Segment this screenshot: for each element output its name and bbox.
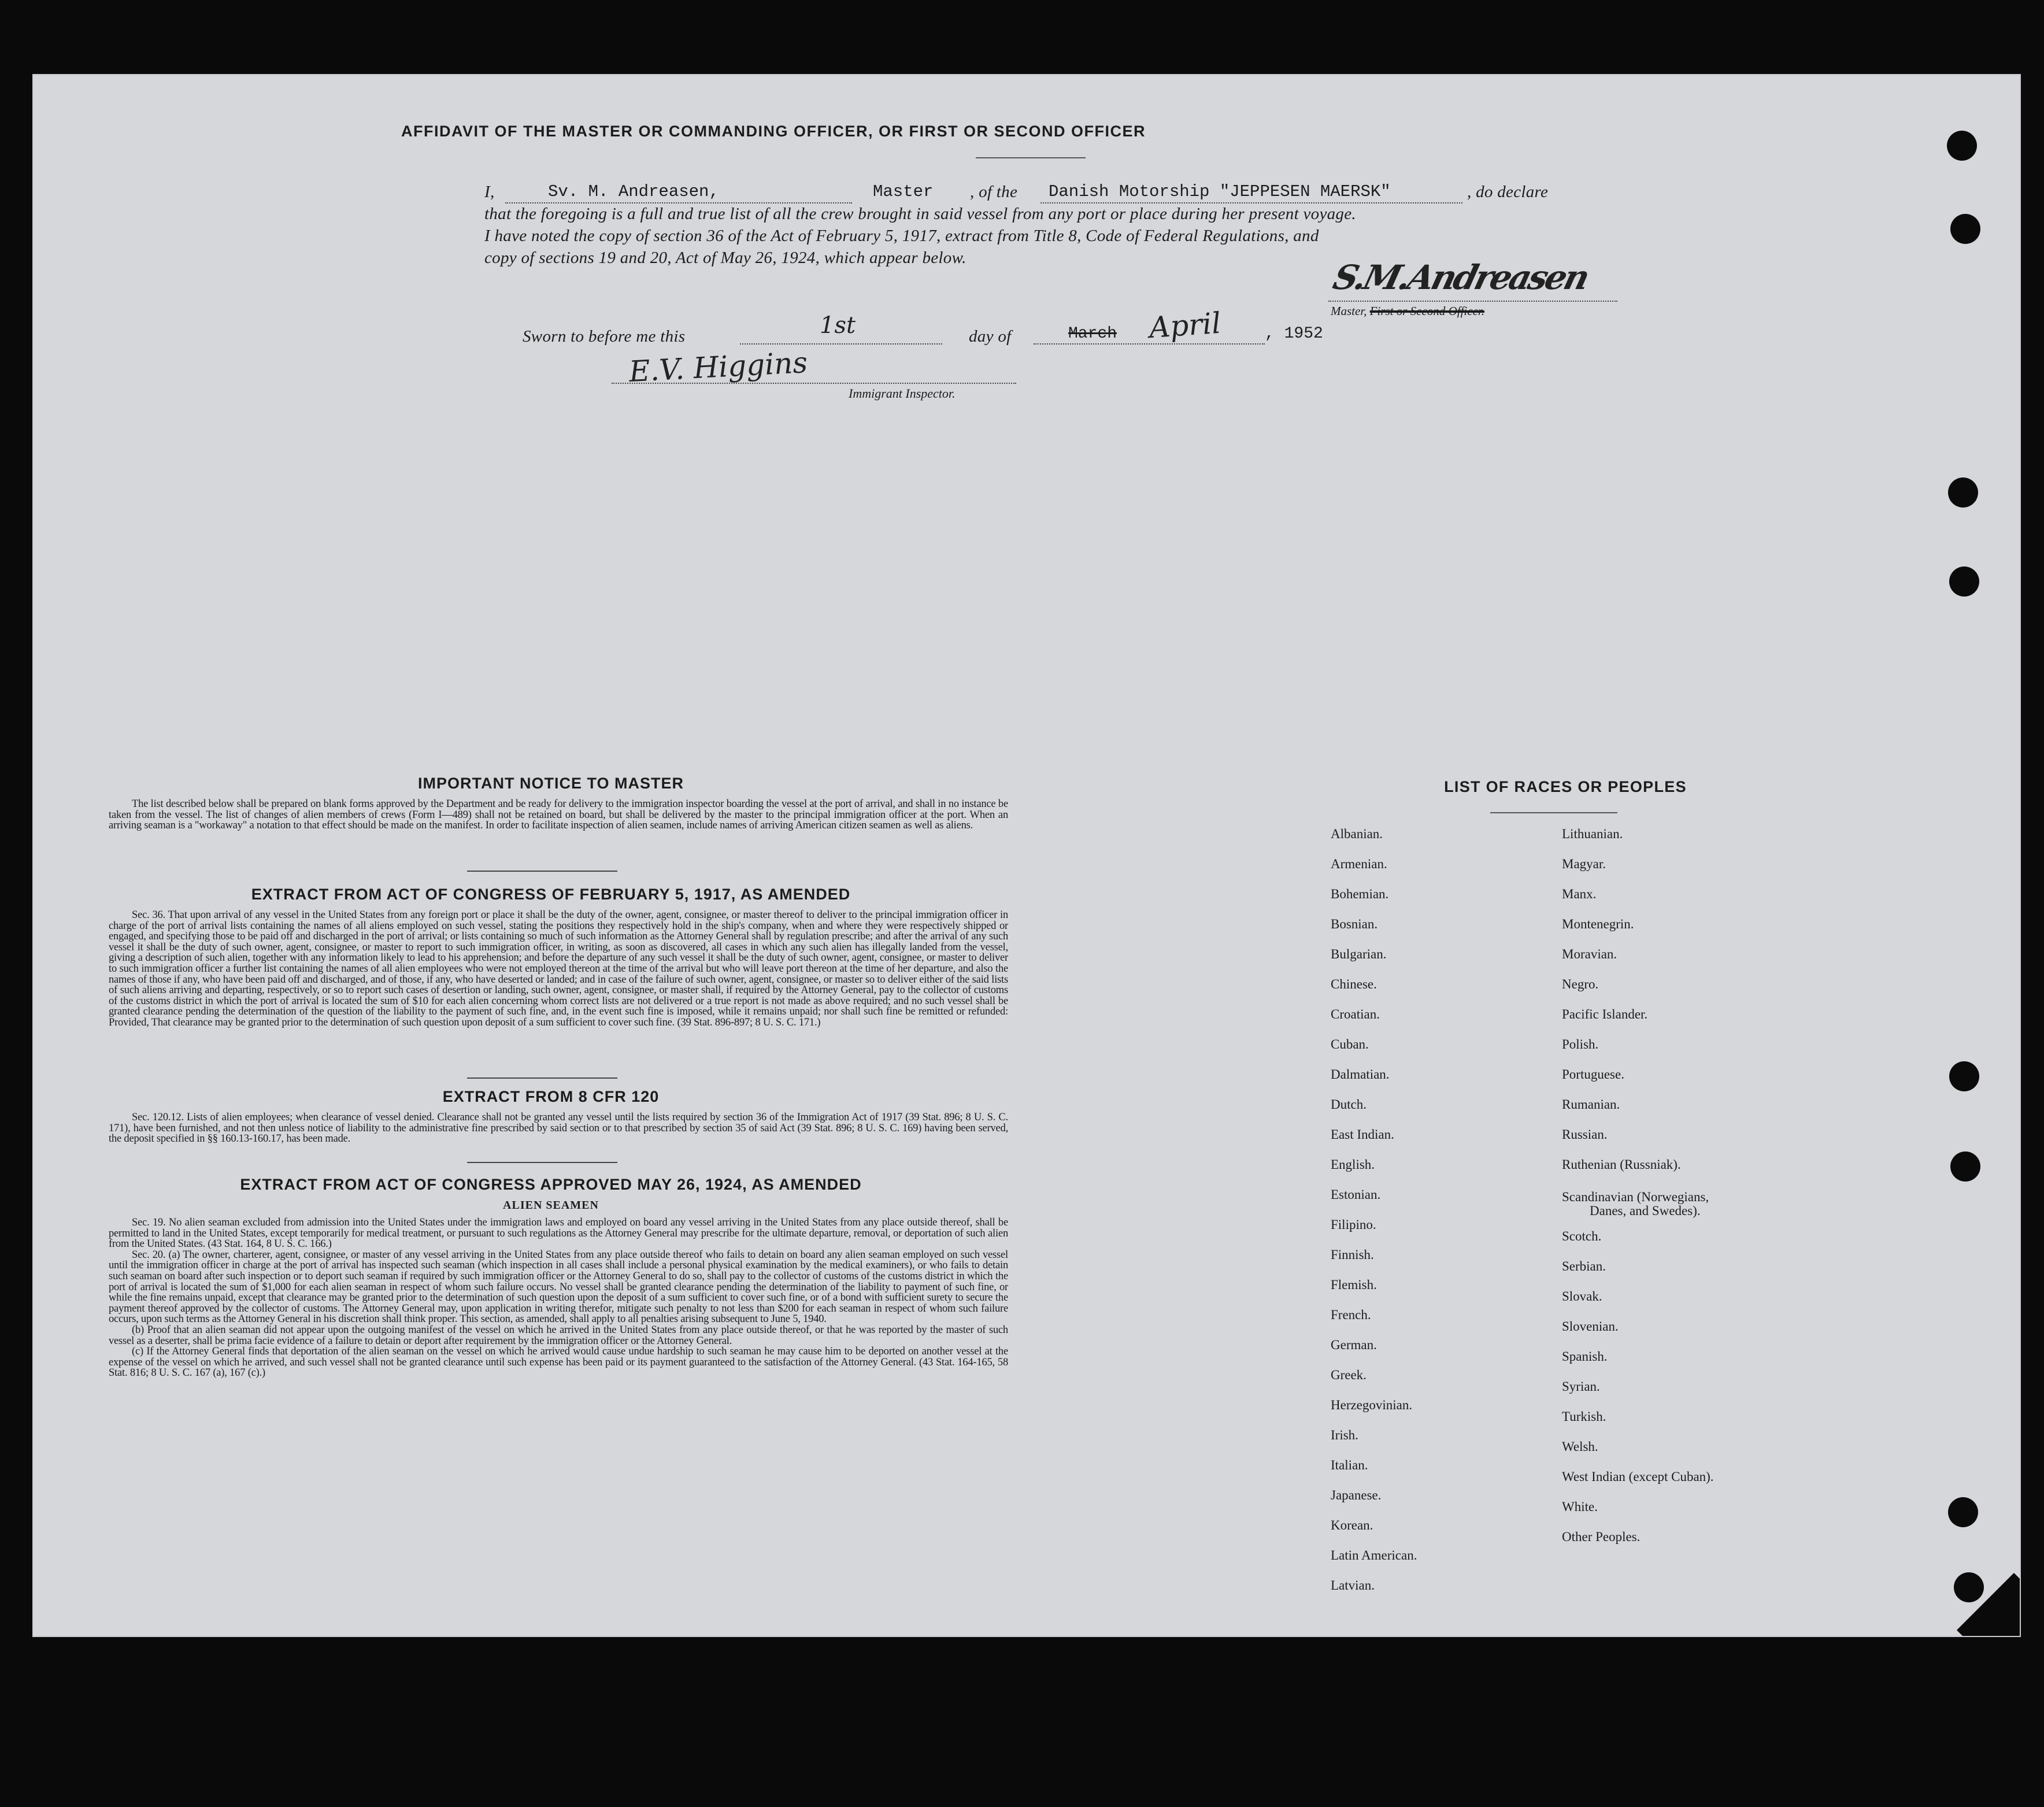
race-item: Bulgarian. bbox=[1331, 947, 1387, 961]
race-item: Pacific Islander. bbox=[1562, 1007, 1648, 1021]
sec-36-paragraph: Sec. 36. That upon arrival of any vessel in the United States from any foreign port or place it shall be the duty of the owner, agent, consignee, or master thereof to deliver to the principal immigration officer in charge of the port of arrival lists containing the names of all aliens employed on such vessel, stating the positions they respectively hold in the ship's company, when and where they were respectively shipped or engaged, and specifying those to be paid off and discharged in the port of arrival; or lists containing so much of such information as the Attorney General shall by regulation prescribe; and after the arrival of any such vessel it shall be the duty of such owner, agent, consignee, or master to report to such immigration officer, in writing, as soon as discovered, all cases in which any such alien has illegally landed from the vessel, giving a description of such alien, together with any information likely to lead to his apprehension; and before the departure of any such vessel it shall be the duty of such owner, agent, consignee, or master to deliver to such immigration officer a further list containing the names of all alien employees who were not employed thereon at the time of the arrival but who will leave port thereon at the time of her departure, and also the names of those if any, who have been paid off and discharged, and of those, if any, who have deserted or landed; and in case of the failure of such owner, agent, consignee, or master so to deliver either of the said lists of such aliens arriving and departing, respectively, or so to report such cases of desertion or landing, such owner, agent, consignee, or master shall, if required by the Attorney General, pay to the collector of customs of the customs district in which the port of arrival is located the sum of $10 for each alien concerning whom correct lists are not delivered or a true report is not made as above required; and no such vessel shall be granted clearance pending the determination of the question of the liability to the payment of such fine, and, in the event such fine is imposed, while it remains unpaid; nor shall such fine be remitted or refunded: Provided, That clearance may be granted prior to the determination of such question upon deposit of a sum sufficient to cover such fine. (39 Stat. 896-897; 8 U. S. C. 171.) bbox=[109, 909, 1008, 1028]
day-of-label: day of bbox=[969, 327, 1012, 346]
punch-hole bbox=[1949, 566, 1979, 597]
race-item: Rumanian. bbox=[1562, 1097, 1620, 1112]
sec-120-12-paragraph: Sec. 120.12. Lists of alien employees; when clearance of vessel denied. Clearance shall not be granted any vessel until the lists required by section 36 of the Immigration Act of 1917 (39 Stat. 896; 8 U. S. C. 171), have been furnished, and not then unless notice of liability to the administrative fine prescribed by said section or to that prescribed by section 35 of said Act (39 Stat. 896; 8 U. S. C. 169) having been served, the deposit specified in §§ 160.13-160.17, has been made. bbox=[109, 1112, 1008, 1145]
race-item: Chinese. bbox=[1331, 977, 1377, 991]
race-item: Scandinavian (Norwegians, bbox=[1562, 1190, 1709, 1204]
punch-hole bbox=[1950, 1151, 1980, 1182]
race-item: Turkish. bbox=[1562, 1409, 1606, 1424]
name-fill-line bbox=[505, 202, 852, 203]
master-signature: S.M.Andreasen bbox=[1329, 258, 1592, 297]
race-item: Polish. bbox=[1562, 1037, 1599, 1051]
race-item: Syrian. bbox=[1562, 1379, 1600, 1394]
divider bbox=[467, 1077, 617, 1079]
races-title: LIST OF RACES OR PEOPLES bbox=[1444, 778, 1687, 795]
punch-hole bbox=[1947, 131, 1977, 161]
race-item: Danes, and Swedes). bbox=[1590, 1204, 1701, 1218]
signature-caption-master: Master, bbox=[1331, 304, 1367, 318]
alien-seamen-subtitle: ALIEN SEAMEN bbox=[503, 1199, 599, 1212]
race-item: Spanish. bbox=[1562, 1349, 1608, 1364]
of-the-label: , of the bbox=[970, 183, 1018, 201]
month-written: April bbox=[1148, 306, 1222, 345]
month-fill-line bbox=[1034, 343, 1265, 345]
extract-cfr-body bbox=[109, 1112, 1008, 1145]
race-item: Finnish. bbox=[1331, 1247, 1374, 1262]
punch-hole bbox=[1948, 1497, 1978, 1527]
race-item: Manx. bbox=[1562, 887, 1597, 901]
race-item: West Indian (except Cuban). bbox=[1562, 1469, 1714, 1484]
sworn-day: 1st bbox=[820, 312, 856, 339]
notice-paragraph: The list described below shall be prepared on blank forms approved by the Department and be ready for delivery to the immigration inspector boarding the vessel at the port of arrival, and shall in no instance be taken from the vessel. The list of changes of alien members of crews (Form I—489) shall not be retained on board, but shall be delivered by the master to the principal immigration officer at the port. When an arriving seaman is a "workaway" a notation to that effect should be made on the manifest. In order to facilitate inspection of alien seamen, include names of arriving American citizen seamen as well as aliens. bbox=[109, 798, 1008, 832]
race-item: White. bbox=[1562, 1499, 1598, 1514]
year: , 1952 bbox=[1265, 325, 1323, 343]
signature-caption bbox=[1331, 304, 1484, 319]
document-sheet bbox=[32, 74, 2021, 1637]
divider bbox=[467, 871, 617, 872]
inspector-fill-line bbox=[612, 383, 1016, 384]
race-item: Herzegovinian. bbox=[1331, 1398, 1413, 1412]
race-item: Russian. bbox=[1562, 1127, 1608, 1142]
inspector-signature: E.V. Higgins bbox=[628, 345, 809, 389]
race-item: Serbian. bbox=[1562, 1259, 1606, 1273]
race-item: Bohemian. bbox=[1331, 887, 1389, 901]
master-rank: Master bbox=[873, 182, 934, 201]
divider bbox=[1490, 812, 1617, 813]
extract-1924-title: EXTRACT FROM ACT OF CONGRESS APPROVED MAY 26, 1924, AS AMENDED bbox=[240, 1176, 862, 1193]
race-item: German. bbox=[1331, 1338, 1377, 1352]
race-item: Other Peoples. bbox=[1562, 1530, 1641, 1544]
race-item: French. bbox=[1331, 1308, 1371, 1322]
sworn-label: Sworn to before me this bbox=[523, 327, 686, 346]
extract-1924-body bbox=[109, 1217, 1008, 1379]
notice-body bbox=[109, 799, 1008, 831]
race-item: Dalmatian. bbox=[1331, 1067, 1390, 1082]
race-item: Scotch. bbox=[1562, 1229, 1602, 1243]
master-name: Sv. M. Andreasen, bbox=[548, 182, 719, 201]
race-item: East Indian. bbox=[1331, 1127, 1394, 1142]
race-item: Portuguese. bbox=[1562, 1067, 1624, 1082]
sec-20c-paragraph: (c) If the Attorney General finds that deportation of the alien seaman on the vessel on which he arrived would cause undue hardship to such seaman he may cause him to be deported on another vessel at the expense of the vessel on which he arrived, and such vessel shall not be granted clearance until such expense has been paid or its payment guaranteed to the satisfaction of the Attorney General. (43 Stat. 164-165, 58 Stat. 816; 8 U. S. C. 167 (a), 167 (c).) bbox=[109, 1346, 1008, 1379]
sec-19-paragraph: Sec. 19. No alien seaman excluded from admission into the United States under the immigration laws and employed on board any vessel arriving in the United States from any place outside thereof, shall be permitted to land in the United States, except temporarily for medical treatment, or pursuant to such regulations as the Attorney General may prescribe for the ultimate departure, removal, or deportation of such alien from the United States. (43 Stat. 164, 8 U. S. C. 166.) bbox=[109, 1217, 1008, 1250]
extract-1917-title: EXTRACT FROM ACT OF CONGRESS OF FEBRUARY 5, 1917, AS AMENDED bbox=[251, 886, 851, 903]
race-item: Cuban. bbox=[1331, 1037, 1369, 1051]
race-item: Negro. bbox=[1562, 977, 1599, 991]
race-item: Italian. bbox=[1331, 1458, 1368, 1472]
race-item: Montenegrin. bbox=[1562, 917, 1634, 931]
declaration-line-3: I have noted the copy of section 36 of the Act of February 5, 1917, extract from Title 8, Code of Federal Regulations, and bbox=[484, 227, 1319, 245]
race-item: Japanese. bbox=[1331, 1488, 1382, 1502]
punch-hole bbox=[1950, 214, 1980, 244]
race-item: Magyar. bbox=[1562, 857, 1606, 871]
race-item: Greek. bbox=[1331, 1368, 1367, 1382]
race-item: Latin American. bbox=[1331, 1548, 1417, 1562]
race-item: Estonian. bbox=[1331, 1187, 1381, 1202]
month-struck: March bbox=[1068, 325, 1117, 343]
divider bbox=[467, 1162, 617, 1163]
vessel-fill-line bbox=[1040, 202, 1462, 203]
race-item: Welsh. bbox=[1562, 1439, 1598, 1454]
do-declare-label: , do declare bbox=[1467, 183, 1549, 201]
race-item: English. bbox=[1331, 1157, 1375, 1172]
race-item: Lithuanian. bbox=[1562, 827, 1623, 841]
divider bbox=[976, 157, 1086, 158]
declaration-prefix: I, bbox=[484, 183, 495, 201]
race-item: Korean. bbox=[1331, 1518, 1373, 1532]
sec-20b-paragraph: (b) Proof that an alien seaman did not appear upon the outgoing manifest of the vessel on which he arrived in the United States from any place outside thereof, or that he was reported by the master of such vessel as a deserter, shall be prima facie evidence of a failure to detain or deport after requirement by the immigration officer or the Attorney General. bbox=[109, 1324, 1008, 1347]
extract-cfr-title: EXTRACT FROM 8 CFR 120 bbox=[442, 1088, 660, 1105]
punch-hole bbox=[1954, 1572, 1984, 1602]
race-item: Croatian. bbox=[1331, 1007, 1380, 1021]
race-item: Ruthenian (Russniak). bbox=[1562, 1157, 1681, 1172]
sec-20a-paragraph: Sec. 20. (a) The owner, charterer, agent, consignee, or master of any vessel arriving in the United States from any place outside thereof who fails to detain on board any alien seaman employed on such vessel until the immigration officer in charge at the port of arrival has inspected such seaman (which inspection in all cases shall include a personal physical examination by the medical examiners), or who fails to detain such seaman on board after such inspection or to deport such seaman if required by such immigration officer or the Attorney General to do so, shall pay to the collector of customs of the customs district in which the port of arrival is located the sum of $1,000 for each alien seaman in respect of whom such failure occurs. No vessel shall be granted clearance pending the determination of the liability to payment of such fine, or while the fine remains unpaid, except that clearance may be granted prior to the determination of such question upon the deposit of a sum sufficient to cover such fine, or of a bond with sufficient surety to secure the payment thereof approved by the collector of customs. The Attorney General may, upon application in writing therefor, mitigate such penalty to not less than $200 for each seaman in respect of whom such failure occurs, upon such terms as the Attorney General in his discretion shall think proper. This section, as amended, shall apply to all penalties arising subsequent to June 5, 1940. bbox=[109, 1249, 1008, 1325]
race-item: Flemish. bbox=[1331, 1278, 1377, 1292]
race-item: Slovenian. bbox=[1562, 1319, 1619, 1334]
signature-line bbox=[1328, 301, 1617, 302]
punch-hole bbox=[1948, 477, 1978, 508]
day-fill-line bbox=[740, 343, 942, 345]
punch-hole bbox=[1949, 1061, 1979, 1091]
race-item: Latvian. bbox=[1331, 1578, 1375, 1593]
race-item: Filipino. bbox=[1331, 1217, 1376, 1232]
race-item: Armenian. bbox=[1331, 857, 1387, 871]
declaration-line-2: that the foregoing is a full and true list of all the crew brought in said vessel from any port or place during her present voyage. bbox=[484, 205, 1356, 223]
race-item: Albanian. bbox=[1331, 827, 1383, 841]
notice-title: IMPORTANT NOTICE TO MASTER bbox=[418, 775, 684, 792]
signature-caption-struck: First or Second Officer. bbox=[1369, 304, 1484, 318]
declaration-line-4: copy of sections 19 and 20, Act of May 26, 1924, which appear below. bbox=[484, 249, 967, 267]
race-item: Moravian. bbox=[1562, 947, 1617, 961]
race-item: Irish. bbox=[1331, 1428, 1358, 1442]
race-item: Slovak. bbox=[1562, 1289, 1602, 1304]
race-item: Bosnian. bbox=[1331, 917, 1378, 931]
vessel-name: Danish Motorship "JEPPESEN MAERSK" bbox=[1049, 182, 1391, 201]
extract-1917-body bbox=[109, 910, 1008, 1028]
race-item: Dutch. bbox=[1331, 1097, 1367, 1112]
inspector-caption: Immigrant Inspector. bbox=[849, 386, 956, 401]
affidavit-title: AFFIDAVIT OF THE MASTER OR COMMANDING OFFICER, OR FIRST OR SECOND OFFICER bbox=[401, 123, 1146, 140]
